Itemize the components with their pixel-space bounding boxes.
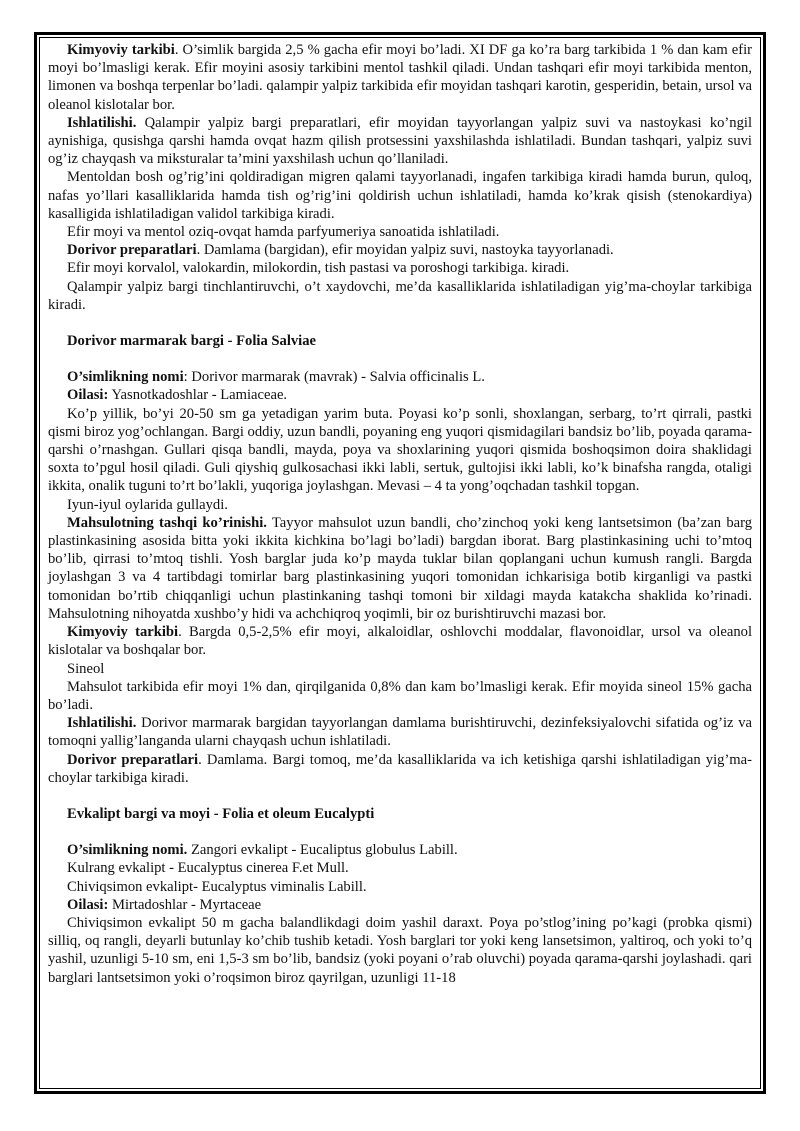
label-family: Oilasi: (67, 387, 109, 404)
text-plant-name: Zangori evkalipt - Eucaliptus globulus Labill. (187, 842, 458, 859)
paragraph-usage (48, 714, 752, 750)
spacer (48, 823, 752, 841)
paragraph-chemical-composition (48, 41, 752, 114)
paragraph-family (48, 386, 752, 404)
text-chemical-composition: . Bargda 0,5-2,5% efir moyi, alkaloidlar, oshlovchi moddalar, flavonoidlar, ursol va oleanol kislotalar va boshqalar bor. (48, 624, 752, 659)
paragraph-family (48, 896, 752, 914)
text-appearance: Tayyor mahsulot uzun bandli, cho’zinchoq yoki keng lantsetsimon (ba’zan barg plastinkasining asosida bitta yoki ikkita kichkina bo’lagi bo’ladi) bargdan iborat. Barg plastinkasining uchi to’mtoq bo’lib, qirrasi to’mtoq tishli. Yosh barglar juda ko’p mayda tuklar bilan qoplangani uchun kumush rangli. Bargda joylashgan 3 va 4 tartibdagi tomirlar barg plastinkasining yuqori tomonidan ichkarisiga botib kirganligi va pastki tomonidan bo’rtib chiqqanligi uchun plastinkaning tashqi tomoni bir xildagi mayda katakcha shaklida ko’rinadi. Mahsulotning nihoyatda xushbo’y hidi va achchiqroq yoqimli, bir oz burishtiruvchi mazasi bor. (48, 514, 752, 622)
paragraph-species-cinerea: Kulrang evkalipt - Eucalyptus cinerea F.et Mull. (67, 860, 349, 877)
paragraph-cineole: Sineol (67, 660, 105, 677)
label-usage: Ishlatilishi. (67, 715, 137, 732)
label-plant-name: O’simlikning nomi. (67, 842, 188, 859)
label-preparations: Dorivor preparatlari (67, 751, 199, 768)
paragraph-description: Ko’p yillik, bo’yi 20-50 sm ga yetadigan yarim buta. Poyasi ko’p sonli, shoxlangan, serbarg, to’rt qirrali, pastki qismi biroz yog’ochlangan. Bargi oddiy, uzun bandli, poyaning eng yuqori qismidagilari bandsiz bo’lib, poyada qarama-qarshi o’rnashgan. Gullari qisqa bandli, mayda, poya va shoxlarining yuqori qismida boshoqsimon doira shaklidagi soxta to’pgul hosil qiladi. Guli qiyshiq gulkosachasi ikki labli, sertuk, gultojisi ikki labli, ko’k binafsha rangda, otaligi ikkita, onalik tuguni to’rt bo’lakli, yuqoriga joylashgan. Mevasi – 4 ta yong’oqchadan tashkil topgan. (48, 405, 752, 495)
text-usage: Dorivor marmarak bargidan tayyorlangan damlama burishtiruvchi, dezinfeksiyalovchi sifatida og’iz va tomoqni yallig’langanda ularni chayqash uchun ishlatiladi. (48, 715, 752, 750)
paragraph-essential-oil: Efir moyi va mentol oziq-ovqat hamda parfyumeriya sanoatida ishlatiladi. (67, 224, 500, 241)
paragraph-flowering: Iyun-iyul oylarida gullaydi. (67, 496, 228, 513)
spacer (48, 314, 752, 332)
paragraph-plant-name (48, 368, 752, 386)
text-usage: Qalampir yalpiz bargi preparatlari, efir moyidan tayyorlangan yalpiz suvi va nastoykasi ko’ngil aynishiga, qusishga qarshi hamda ovqat hazm qilish protsessini yaxshilashda ishlatiladi. Bundan tashqari, yalpiz suvi og’iz chayqash va miksturalar ta’mini yaxshilash uchun qo’llaniladi. (48, 114, 752, 168)
paragraph-preparations (48, 241, 752, 259)
label-plant-name: O’simlikning nomi (67, 369, 184, 386)
paragraph-plant-name (48, 841, 752, 859)
label-chemical-composition: Kimyoviy tarkibi (67, 42, 175, 58)
text-family: Mirtadoshlar - Myrtaceae (108, 896, 262, 913)
paragraph-menthol: Mentoldan bosh og’rig’ini qoldiradigan migren qalami tayyorlanadi, ingafen tarkibiga kiradi hamda burun, quloq, nafas yo’llari kasalliklarida hamda tish og’rig’ini qoldirish uchun ishlatiladi, hamda ko’krak qisish (stenokardiya) kasalligida ishlatiladigan validol tarkibiga kiradi. (48, 169, 752, 222)
paragraph-species-viminalis: Chiviqsimon evkalipt- Eucalyptus viminalis Labill. (67, 878, 367, 895)
text-preparations: . Damlama. Bargi tomoq, me’da kasalliklarida va ich ketishiga qarshi ishlatiladigan yig’ma-choylar tarkibiga kiradi. (48, 751, 752, 786)
paragraph-description: Chiviqsimon evkalipt 50 m gacha balandlikdagi doim yashil daraxt. Poya po’stlog’ining po’kagi (probka qismi) silliq, oq rangli, deyarli butunlay ko’chib tushib ketadi. Yosh barglari tor yoki keng lansetsimon, yaltiroq, och yoki to’q yashil, uzunligi 5-10 sm, eni 1,5-3 sm bo’lib, bandsiz (yoki poyani o’rab oluvchi) poyada qarama-qarshi joylashadi. qari barglari lantsetsimon yoki o’roqsimon biroz qayrilgan, uzunligi 11-18 (48, 914, 752, 986)
paragraph-chemical-composition (48, 623, 752, 659)
paragraph-corvalol: Efir moyi korvalol, valokardin, milokordin, tish pastasi va poroshogi tarkibiga. kiradi. (67, 260, 570, 277)
text-family: Yasnotkadoshlar - Lamiaceae. (108, 387, 288, 404)
paragraph-product-content: Mahsulot tarkibida efir moyi 1% dan, qirqilganida 0,8% dan kam bo’lmasligi kerak. Efir moyida sineol 15% gacha bo’ladi. (48, 678, 752, 713)
text-chemical-composition: . O’simlik bargida 2,5 % gacha efir moyi bo’ladi. XI DF ga ko’ra barg tarkibida 1 % dan kam efir moyi bo’lmasligi kerak. Efir moyini asosiy tarkibini mentol tashkil qiladi. Undan tashqari efir moyi tarkibida menton, limonen va boshqa terpenlar bo’ladi. qalampir yalpiz tarkibida efir moyidan tashqari karotin, gesperidin, betain, ursol va oleanol kislotalar bor. (48, 42, 752, 113)
spacer (48, 787, 752, 805)
paragraph-peppermint: Qalampir yalpiz bargi tinchlantiruvchi, o’t xaydovchi, me’da kasalliklarida ishlatiladigan yig’ma-choylar tarkibiga kiradi. (48, 278, 752, 313)
document-body (48, 41, 752, 987)
text-preparations: . Damlama (bargidan), efir moyidan yalpiz suvi, nastoyka tayyorlanadi. (196, 242, 614, 259)
label-chemical-composition: Kimyoviy tarkibi (67, 624, 179, 641)
paragraph-usage (48, 114, 752, 169)
section-heading-eucalyptus: Evkalipt bargi va moyi - Folia et oleum Eucalypti (67, 805, 375, 822)
label-appearance: Mahsulotning tashqi ko’rinishi. (67, 514, 267, 531)
label-family: Oilasi: (67, 896, 109, 913)
spacer (48, 350, 752, 368)
paragraph-preparations (48, 751, 752, 787)
section-heading-salvia: Dorivor marmarak bargi - Folia Salviae (67, 333, 317, 350)
label-usage: Ishlatilishi. (67, 114, 137, 131)
paragraph-appearance (48, 514, 752, 623)
text-plant-name: : Dorivor marmarak (mavrak) - Salvia officinalis L. (183, 369, 485, 386)
label-preparations: Dorivor preparatlari (67, 242, 197, 259)
